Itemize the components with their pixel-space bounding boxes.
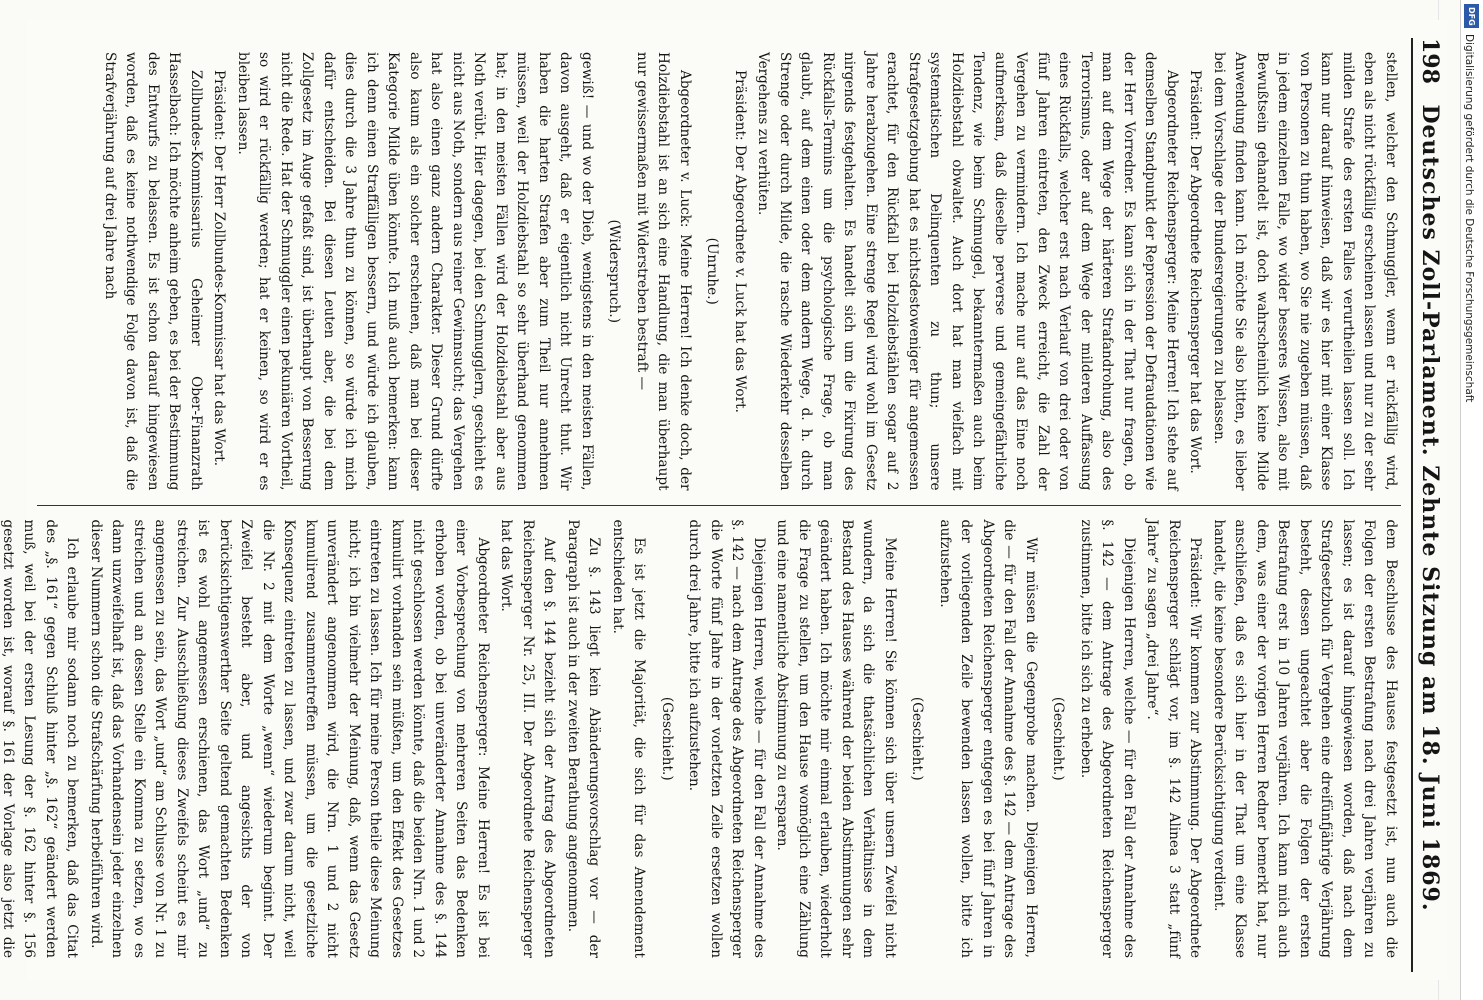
paragraph: Meine Herren! Sie können sich über unsern Zweifel nicht wundern, da sich die thatsächlichen Verhältnisse in dem Bestand des Hauses während der beiden Abstimmungen sehr geändert haben. Ich möchte mir einmal erlauben, wiederholt die Frage zu stellen, um den Hause womöglich eine Zählung und eine namentliche Abstimmung zu ersparen.	[774, 519, 898, 958]
paragraph: Abgeordneter Reichensperger: Meine Herren! Es ist bei einer Vorbesprechung von mehreren Seiten das Bedenken erhoben worden, ob bei unveränderter Annahme des §. 144 nicht geschlossen werden könnte, daß die beiden Nrn. 1 und 2 kumulirt vorhanden sein müßten, um den Effekt des Gesetzes eintreten zu lassen. Ich für meine Person theile diese Meinung nicht; ich bin vielmehr der Meinung, daß, wenn das Gesetz unverändert angenommen wird, die Nrn. 1 und 2 nicht kumulirend zusammentreffen müssen, um die gesetzliche Konsequenz eintreten zu lassen, und zwar darum nicht, weil die Nr. 2 mit dem Worte „wenn“ wiederum beginnt. Der Zweifel besteht aber, und angesichts der von berücksichtigenswerther Seite geltend gemachten Bedenken ist es wohl angemessen erschienen, das Wort „und“ zu streichen. Zur Ausschließung dieses Zweifels scheint es mir angemessen zu sein, das Wort „und“ am Schlusse von Nr. 1 zu streichen und an dessen Stelle ein Komma zu setzen, wo es dann unzweifelhaft ist, daß das Vorhandensein jeder einzelnen dieser Nummern schon die Strafschärfung herbeiführen wird.	[88, 519, 491, 958]
dfg-stamp	[1460, 0, 1483, 1000]
paragraph: Präsident: Wir kommen zur Abstimmung. Der Abgeordnete Reichensperger schlägt vor, im §. 142 Alinea 3 statt „fünf Jahre“ zu sagen „drei Jahre“.	[1144, 519, 1204, 958]
paragraph: Präsident: Der Herr Zollbundes-Kommissar hat das Wort.	[211, 70, 228, 467]
stage-direction: (Geschieht.)	[909, 696, 926, 781]
dfg-funding-note: Digitalisierung gefördert durch die Deutsche Forschungsgemeinschaft	[1463, 34, 1475, 403]
paragraph: gewiß! — und wo der Dieb, wenigstens in den meisten Fällen, davon ausgeht, daß er eigentlich nicht Unrecht thut. Wir haben die harten Strafen aber zum Theil nur annehmen müssen, weil der Holzdiebstahl so sehr überhand genommen hat; in den meisten Fällen wird der Holzdiebstahl aber aus Noth verübt. Hier dagegen, bei den Schmugglern, geschieht es nicht aus Noth, sondern aus reiner Gewinnsucht; das Vergehen hat also einen ganz andern Charakter. Dieser Grund dürfte also kaum als ein solcher erscheinen, daß man bei dieser Kategorie Milde üben könnte. Ich muß auch bemerken: kann ich denn einen Straffälligen bessern, und würde ich glauben, dies durch die 3 Jahre thun zu können, so würde ich mich dafür entscheiden. Bei diesen Leuten aber, die bei dem Zollgesetz im Auge gefaßt sind, ist überhaupt von Besserung nicht die Rede. Hat der Schmuggler einen pekuniären Vortheil, so wird er rückfällig werden; hat er keinen, so wird er es bleiben lassen.	[235, 52, 595, 491]
stage-direction: (Unruhe.)	[704, 237, 721, 305]
paragraph: Ich erlaube mir sodann noch zu bemerken, daß das Citat des „§. 161“ gegen Schluß hinter „§. 162“ geändert werden muß, weil bei der ersten Lesung der §. 162 hinter §. 156 gesetzt worden ist, worauf §. 161 der Vorlage also jetzt die	[0, 519, 81, 958]
paragraph: Zollbundes-Kommissarius Geheimer Ober-Finanzrath Hasselbach: Ich möchte anheim geben, es bei der Bestimmung des Entwurfs zu belassen. Es ist schon darauf hingewiesen worden, daß es keine nothwendige Folge davon ist, daß die Strafverjährung auf drei Jahre nach	[102, 52, 204, 491]
paragraph: Zu §. 143 liegt kein Abänderungsvorschlag vor — der Paragraph ist auch in der zweiten Berathung angenommen.	[565, 519, 603, 958]
paragraph: stellen, welcher den Schmuggler, wenn er rückfällig wird, eben als nicht rückfällig erscheinen lassen und nur zu der sehr milden Strafe des ersten Falles verurtheilen lassen soll. Ich kann nur darauf hinweisen, daß wir es hier mit einer Klasse von Personen zu thun haben, wo Sie nie zugeben müssen, daß in jedem einzelnen Falle, wo wider besseres Wissen, also mit Bewußtsein gehandelt ist, doch wahrscheinlich keine Milde Anwendung finden kann. Ich möchte Sie also bitten, es lieber bei dem Vorschlage der Bundesregierungen zu belassen.	[1211, 52, 1399, 491]
stage-direction: (Geschieht.)	[1050, 696, 1067, 781]
paragraph: dem Beschlusse des Hauses festgesetzt ist, nun auch die Folgen der ersten Bestrafung nach drei Jahren verjähren zu lassen; es ist darauf hingewiesen worden, daß nach dem Strafgesetzbuch für Vergehen eine dreifünfjährige Verjährung besteht, dessen ungeachtet aber die Folgen der ersten Bestrafung erst in 10 Jahren verjähren. Ich kann mich auch dem, was einer der vorigen Herren Redner bemerkt hat, nur anschließen, daß es sich hier in der That um eine Klasse handelt, die keine besondere Berücksichtigung verdient.	[1211, 519, 1399, 958]
page-number: 198	[1417, 38, 1443, 84]
running-title: Deutsches Zoll-Parlament. Zehnte Sitzung am 18. Juni 1869.	[1417, 104, 1443, 912]
dfg-logo: DFG	[1464, 4, 1479, 28]
document-page	[0, 20, 1447, 980]
paragraph: Abgeordneter Reichensperger: Meine Herren! Ich stehe auf demselben Standpunkt der Repression der Defraudationen wie der Herr Vorredner. Es kann sich in der That nur fragen, ob man auf dem Wege der härteren Strafandrohung, also des Terrorismus, oder auf dem Wege der milderen Auffassung eines Rückfalls, welcher erst nach Verlauf von drei oder von fünf Jahren eintreten, den Zweck erreicht, die Zahl der Vergehen zu vermindern. Ich mache nur auf das Eine noch aufmerksam, daß dieselbe perverse und gemeingefährliche Tendenz, wie beim Schmuggel, bekanntermaßen auch beim Holzdiebstahl obwaltet. Auch dort hat man vielfach mit systematischen Delinquenten zu thun; unsere Strafgesetzgebung hat es nichtsdestoweniger für angemessen erachtet, für den Rückfall bei Holzdiebstählen sogar auf 2 Jahre herabzugehen. Eine strenge Regel wird wohl im Gesetz nirgends festgehalten. Es handelt sich um die Fixirung des Rückfalls-Termins um die psychologische Frage, ob man glaubt, auf dem einen oder dem andern Wege, d. h. durch Strenge oder durch Milde, die rasche Wiederkehr desselben Vergehens zu verhüten.	[755, 52, 1180, 491]
text-columns	[0, 38, 1401, 972]
paragraph: Wir müssen die Gegenprobe machen. Diejenigen Herren, die — für den Fall der Annahme des §. 142 — dem Antrage des Abgeordneten Reichensperger entgegen es bei fünf Jahren in der vorliegenden Zeile bewenden lassen wollen, bitte ich aufzustehen.	[937, 519, 1039, 958]
paragraph: Präsident: Der Abgeordnete v. Luck hat das Wort.	[732, 70, 748, 413]
stage-direction: (Widerspruch.)	[606, 219, 623, 324]
paragraph: Abgeordneter v. Luck: Meine Herren! Ich denke doch, der Holzdiebstahl ist an sich eine Handlung, die man überhaupt nur gewissermaßen mit Widerstreben bestraft —	[634, 52, 693, 491]
paragraph: Auf den §. 144 bezieht sich der Antrag des Abgeordneten Reichensperger Nr. 25, III. Der Abgeordnete Reichensperger hat das Wort.	[498, 519, 558, 958]
paragraph: Diejenigen Herren, welche — für den Fall der Annahme des §. 142 — nach dem Antrage des Abgeordneten Reichensperger die Worte fünf Jahre in der vorletzten Zeile ersetzen wollen durch drei Jahre, bitte ich aufzustehen.	[686, 519, 767, 958]
column-right	[0, 505, 1401, 973]
paragraph: Präsident: Der Abgeordnete Reichensperger hat das Wort.	[1187, 70, 1204, 474]
stage-direction: (Geschieht.)	[659, 696, 675, 781]
paragraph: Diejenigen Herren, welche — für den Fall der Annahme des §. 142 — dem Antrage des Abgeordneten Reichensperger zustimmen, bitte ich sich zu erheben.	[1078, 519, 1137, 958]
page-header	[1411, 38, 1447, 972]
column-left	[37, 38, 1401, 505]
paragraph: Es ist jetzt die Majorität, die sich für das Amendement entschieden hat.	[610, 519, 648, 958]
